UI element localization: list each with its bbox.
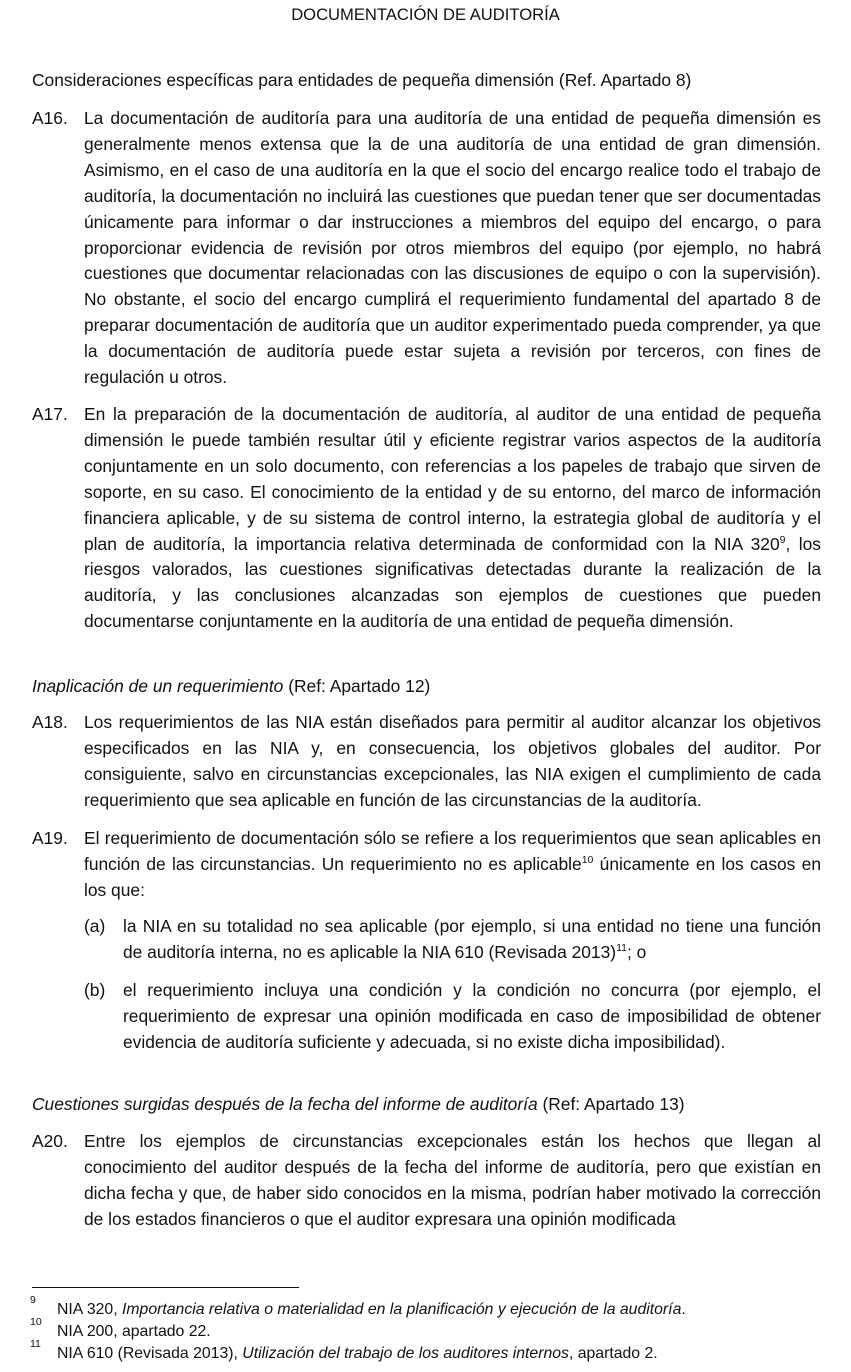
paragraph-text: La documentación de auditoría para una auditoría de una entidad de pequeña dimensión es generalmente menos extensa que la de una auditoría de una entidad de gran dimensión. Asimismo, en el caso de una auditoría en la que el socio del encargo realice todo el trabajo de auditoría, la documentación no incluirá las cuestiones que puedan tener que ser documentadas únicamente para informar o dar instrucciones a miembros del equipo del encargo, o para proporcionar evidencia de revisión por otros miembros del equipo (por ejemplo, no habrá cuestiones que documentar relacionadas con las discusiones de equipo o con la supervisión). No obstante, el socio del encargo cumplirá el requerimiento fundamental del apartado 8 de preparar documentación de auditoría que un auditor experimentado pueda comprender, ya que la documentación de auditoría puede estar sujeta a revisión por terceros, con fines de regulación u otros. [84,108,821,388]
list-item-marker: (a) [84,916,106,936]
paragraph-text: Entre los ejemplos de circunstancias excepcionales están los hechos que llegan al conocimiento del auditor después de la fecha del informe de auditoría, pero que existían en dicha fecha y que, de haber sido conocidos en la misma, podrían haber motivado la corrección de los estados financieros o que el auditor expresara una opinión modificada [84,1131,821,1229]
paragraph-text: El requerimiento de documentación sólo se refiere a los requerimientos que sean aplicables en función de las circunstancias. Un requerimiento no es aplicable$^{10}$ únicamente en los casos en los que: [84,828,821,900]
footnote-text: NIA 320, Importancia relativa o materialidad en la planificación y ejecución de la auditoría. [57,1301,686,1318]
running-header: DOCUMENTACIÓN DE AUDITORÍA [291,5,560,24]
section-heading-inapplicable-requirement: Inaplicación de un requerimiento (Ref: Apartado 12) [32,676,431,696]
paragraph-a18 [32,710,821,814]
list-item-text: la NIA en su totalidad no sea aplicable (por ejemplo, si una entidad no tiene una función de auditoría interna, no es aplicable la NIA 610 (Revisada 2013)$^{11}$; o [123,916,821,962]
footnote-separator [32,1287,299,1288]
paragraph-a20 [32,1129,821,1233]
list-item-a [84,914,821,966]
paragraph-number: A19. [32,828,68,848]
paragraph-a19 [32,826,821,904]
footnote-ref-9[interactable]: 9 [779,533,786,546]
footnote-10 [30,1316,830,1343]
paragraph-text: En la preparación de la documentación de auditoría, al auditor de una entidad de pequeña dimensión le puede también resultar útil y eficiente registrar varios aspectos de la auditoría conjuntamente en un solo documento, con referencias a los papeles de trabajo que sirven de soporte, en su caso. El conocimiento de la entidad y de su entorno, del marco de información financiera aplicable, y de su sistema de control interno, la estrategia global de auditoría y el plan de auditoría, la importancia relativa determinada de conformidad con la NIA $320^9$, los riesgos valorados, las cuestiones significativas detectadas durante la realización de la auditoría, y las conclusiones alcanzadas son ejemplos de cuestiones que pueden documentarse conjuntamente en la auditoría de una entidad de pequeña dimensión. [84,404,821,632]
footnote-11 [30,1338,830,1365]
paragraph-number: A20. [32,1131,68,1151]
paragraph-a16 [32,106,821,391]
footnote-text: NIA 610 (Revisada 2013), Utilización del trabajo de los auditores internos, apartado 2. [57,1345,658,1362]
footnote-number: 10 [30,1316,42,1328]
list-item-b [84,978,821,1056]
footnote-text: NIA 200, apartado 22. [57,1323,211,1340]
footnote-number: 11 [30,1338,41,1350]
footnote-number: 9 [30,1294,36,1306]
footnote-ref-10[interactable]: 10 [581,854,594,867]
paragraph-number: A18. [32,712,68,732]
section-heading-small-entities: Consideraciones específicas para entidades de pequeña dimensión (Ref. Apartado 8) [32,70,692,90]
list-item-text: el requerimiento incluya una condición y la condición no concurra (por ejemplo, el requerimiento de expresar una opinión modificada en caso de imposibilidad de obtener evidencia de auditoría suficiente y adecuada, si no existe dicha imposibilidad). [123,980,821,1052]
footnote-ref-11[interactable]: 11 [616,942,627,955]
paragraph-number: A17. [32,404,68,424]
paragraph-a17 [32,402,821,635]
section-heading-subsequent-matters: Cuestiones surgidas después de la fecha del informe de auditoría (Ref: Apartado 13) [32,1094,685,1114]
paragraph-text: Los requerimientos de las NIA están diseñados para permitir al auditor alcanzar los objetivos especificados en las NIA y, en consecuencia, los objetivos globales del auditor. Por consiguiente, salvo en circunstancias excepcionales, las NIA exigen el cumplimiento de cada requerimiento que sea aplicable en función de las circunstancias de la auditoría. [84,712,821,810]
paragraph-number: A16. [32,108,68,128]
footnote-9 [30,1294,830,1321]
list-item-marker: (b) [84,980,106,1000]
